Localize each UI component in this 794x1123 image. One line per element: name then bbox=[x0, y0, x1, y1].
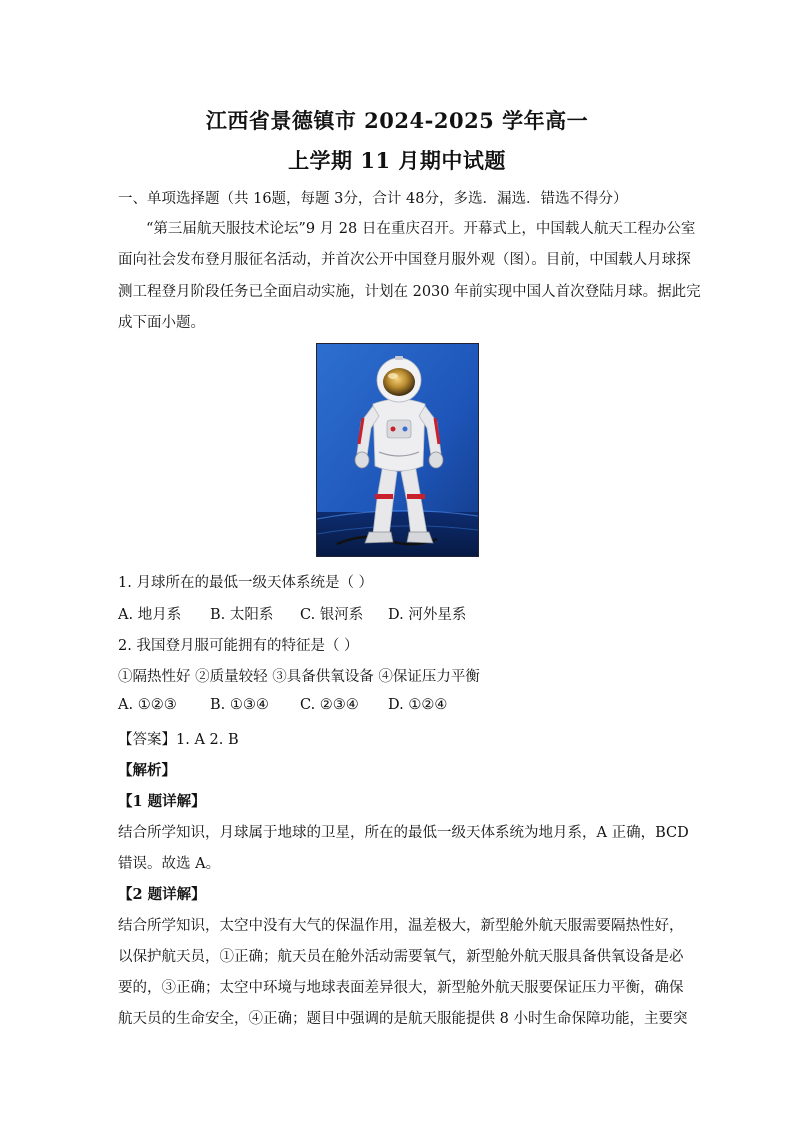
lunar-suit-photo bbox=[316, 343, 479, 557]
section-header: 一、单项选择题（共 16题，每题 3分，合计 48分，多选．漏选．错选不得分） bbox=[118, 191, 628, 207]
q1-option-c: C. 银河系 bbox=[300, 607, 364, 623]
q1-option-d: D. 河外星系 bbox=[388, 607, 467, 623]
answer-line: 【答案】1. A 2. B bbox=[118, 732, 239, 748]
q2-option-b: B. ①③④ bbox=[210, 697, 269, 713]
q2-detail-line-2: 以保护航天员，①正确；航天员在舱外活动需要氧气，新型舱外航天服具备供氧设备是必 bbox=[118, 949, 684, 965]
q2-option-c: C. ②③④ bbox=[300, 697, 359, 713]
intro-line-3: 测工程登月阶段任务已全面启动实施，计划在 2030 年前实现中国人首次登陆月球。据此完 bbox=[118, 284, 701, 300]
q2-detail-line-3: 要的，③正确；太空中环境与地球表面差异很大，新型舱外航天服要保证压力平衡，确保 bbox=[118, 980, 684, 996]
q2-option-a: A. ①②③ bbox=[118, 697, 177, 713]
q1-detail-line-1: 结合所学知识，月球属于地球的卫星，所在的最低一级天体系统为地月系，A 正确，BCD bbox=[118, 825, 689, 841]
q2-statements: ①隔热性好 ②质量较轻 ③具备供氧设备 ④保证压力平衡 bbox=[118, 669, 480, 685]
q2-detail-label: 【2 题详解】 bbox=[118, 886, 206, 903]
q2-detail-line-4: 航天员的生命安全，④正确；题目中强调的是航天服能提供 8 小时生命保障功能，主要突 bbox=[118, 1011, 688, 1027]
q1-option-b: B. 太阳系 bbox=[210, 607, 274, 623]
q1-stem: 1. 月球所在的最低一级天体系统是（ ） bbox=[118, 575, 374, 591]
doc-title-line1: 江西省景德镇市 2024-2025 学年高一 bbox=[205, 108, 589, 133]
intro-line-1: “第三届航天服技术论坛”9 月 28 日在重庆召开。开幕式上，中国载人航天工程办公室 bbox=[146, 221, 696, 237]
intro-line-4: 成下面小题。 bbox=[118, 315, 205, 331]
q1-option-a: A. 地月系 bbox=[118, 607, 182, 623]
analysis-label: 【解析】 bbox=[118, 762, 176, 779]
lunar-suit-illustration bbox=[317, 344, 478, 556]
q1-detail-label: 【1 题详解】 bbox=[118, 793, 206, 810]
intro-line-2: 面向社会发布登月服征名活动，并首次公开中国登月服外观（图）。目前，中国载人月球探 bbox=[118, 252, 691, 268]
q2-option-d: D. ①②④ bbox=[388, 697, 448, 713]
doc-title-line2: 上学期 11 月期中试题 bbox=[288, 148, 506, 173]
q2-stem: 2. 我国登月服可能拥有的特征是（ ） bbox=[118, 638, 359, 654]
q1-detail-line-2: 错误。故选 A。 bbox=[118, 856, 221, 872]
q2-detail-line-1: 结合所学知识，太空中没有大气的保温作用，温差极大，新型舱外航天服需要隔热性好， bbox=[118, 918, 684, 934]
